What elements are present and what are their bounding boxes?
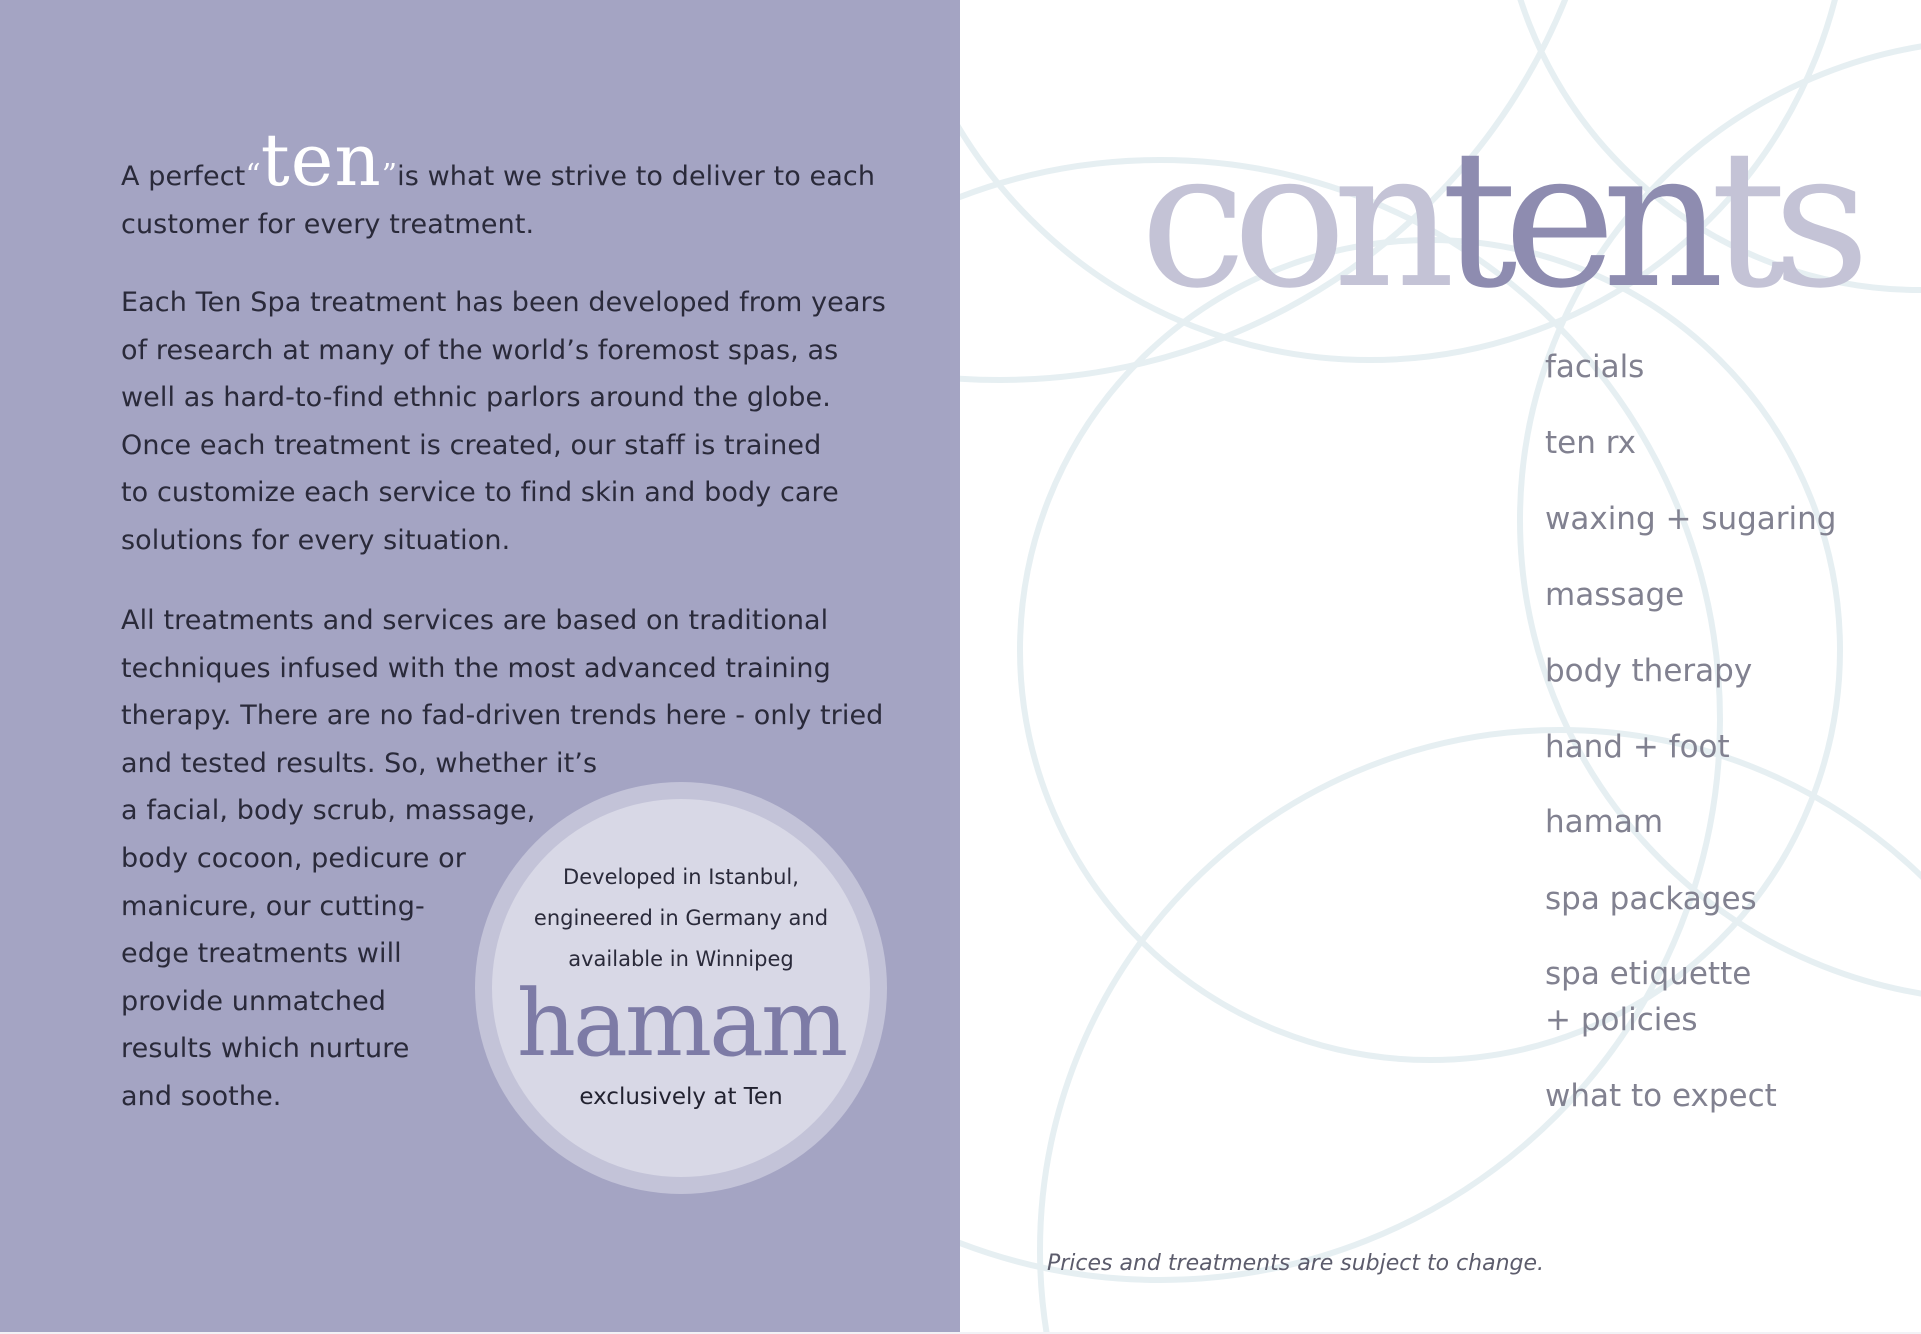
toc-label: spa etiquette: [1545, 956, 1752, 992]
paragraph-line: body cocoon, pedicure or: [121, 842, 466, 874]
paragraph-line: of research at many of the world’s foremost spas, as: [121, 334, 839, 366]
toc-label: hamam: [1545, 804, 1664, 840]
callout-line: engineered in Germany and: [533, 906, 829, 930]
paragraph-line: provide unmatched: [121, 985, 387, 1017]
paragraph-line: edge treatments will: [121, 938, 402, 970]
paragraph-line: solutions for every situation.: [121, 524, 511, 556]
toc-label: massage: [1545, 577, 1685, 613]
hamam-wordmark: hamam: [516, 970, 846, 1077]
toc-label: ten rx: [1545, 425, 1636, 461]
title-part: ts: [1710, 109, 1857, 330]
toc-label: hand + foot: [1545, 729, 1730, 765]
paragraph-line: manicure, our cutting-: [121, 890, 425, 922]
callout-subtitle: exclusively at Ten: [579, 1084, 783, 1110]
paragraph-line: Once each treatment is created, our staff is trained: [121, 429, 822, 461]
footer-disclaimer: Prices and treatments are subject to change.: [1047, 1251, 1545, 1276]
contents-title: [1140, 109, 1880, 330]
left-page: [0, 0, 960, 1334]
toc-label: facials: [1545, 349, 1645, 385]
ten-highlight: ten: [260, 118, 382, 202]
toc-label-line-2: + policies: [1545, 1002, 1698, 1038]
paragraph-line: a facial, body scrub, massage,: [121, 795, 536, 827]
hamam-callout-circle: [475, 782, 887, 1194]
title-part: con: [1140, 109, 1442, 330]
paragraph-line: All treatments and services are based on traditional: [121, 605, 829, 636]
callout-line: available in Winnipeg: [568, 947, 794, 971]
toc-label: body therapy: [1545, 653, 1753, 689]
paragraph-line: Each Ten Spa treatment has been developed from years: [121, 287, 886, 318]
decor-circle: [1040, 730, 1921, 1334]
callout-line: Developed in Istanbul,: [563, 865, 799, 889]
paragraph-line: therapy. There are no fad-driven trends here - only tried: [121, 700, 884, 732]
intro-suffix: is what we strive to deliver to each: [397, 161, 876, 192]
paragraph-line: well as hard-to-find ethnic parlors around the globe.: [121, 382, 831, 414]
intro-paragraph: [121, 118, 876, 248]
paragraph-line: and tested results. So, whether it’s: [121, 747, 598, 779]
paragraph-line: to customize each service to find skin and body care: [121, 477, 839, 509]
paragraph-line: and soothe.: [121, 1080, 282, 1112]
close-quote: ”: [381, 158, 398, 193]
paragraph-line: results which nurture: [121, 1033, 410, 1065]
toc-label: waxing + sugaring: [1545, 501, 1837, 537]
intro-line-2: customer for every treatment.: [121, 208, 535, 240]
open-quote: “: [245, 158, 261, 193]
intro-prefix: A perfect: [121, 161, 246, 192]
paragraph-line: techniques infused with the most advanced training: [121, 652, 831, 684]
right-page: [960, 0, 1921, 1334]
title-part-highlight: ten: [1441, 109, 1711, 330]
hamam-callout-inner: [492, 799, 870, 1177]
toc-label: spa packages: [1545, 881, 1757, 917]
toc-label: what to expect: [1545, 1078, 1777, 1114]
research-paragraph: [121, 279, 886, 565]
